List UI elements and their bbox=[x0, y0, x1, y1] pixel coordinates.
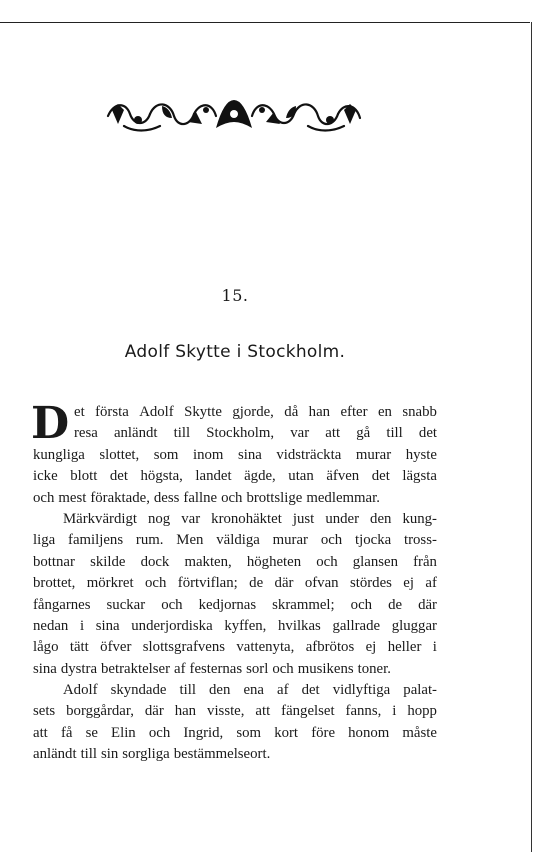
word: det bbox=[418, 425, 437, 442]
word: ägde, bbox=[244, 468, 276, 485]
word: kyffen, bbox=[224, 617, 267, 634]
word: afbrötos bbox=[305, 639, 355, 656]
word: han bbox=[308, 404, 331, 420]
word: mörkret bbox=[86, 575, 134, 592]
chapter-number: 15. bbox=[221, 286, 249, 305]
word: Men bbox=[176, 532, 204, 549]
page-top-edge bbox=[0, 22, 530, 23]
word: då bbox=[284, 404, 299, 420]
word: murar bbox=[355, 446, 392, 463]
word: kedjornas bbox=[198, 596, 257, 613]
word: där bbox=[418, 596, 437, 613]
word: brottslige bbox=[246, 489, 303, 506]
word: rum. bbox=[135, 532, 164, 549]
word: hvilkas bbox=[278, 617, 321, 634]
word: en bbox=[377, 404, 392, 420]
word: nedan bbox=[33, 617, 69, 634]
text-line bbox=[33, 552, 437, 573]
text-line bbox=[33, 744, 437, 765]
word: måste bbox=[402, 724, 437, 741]
word: tätt bbox=[69, 639, 89, 656]
word: att bbox=[255, 703, 271, 720]
word: dystra bbox=[60, 660, 98, 677]
word: Adolf bbox=[139, 404, 174, 420]
word: tross- bbox=[404, 532, 437, 549]
word: liga bbox=[33, 532, 56, 549]
word: fångarnes bbox=[33, 596, 91, 613]
word: resa bbox=[74, 425, 98, 442]
text-line bbox=[33, 573, 437, 594]
word: visste, bbox=[207, 703, 245, 720]
text-line bbox=[33, 616, 437, 637]
word: nog bbox=[148, 510, 171, 527]
word: familjens bbox=[68, 532, 124, 549]
word: anländt bbox=[113, 425, 158, 442]
text-line bbox=[33, 637, 437, 658]
text-line bbox=[33, 402, 437, 423]
word: och bbox=[144, 575, 167, 592]
word: från bbox=[413, 553, 437, 570]
word: i bbox=[392, 703, 397, 720]
decorative-vignette-ornament bbox=[104, 96, 364, 136]
word: borggårdar, bbox=[66, 703, 134, 720]
word: ofvan bbox=[304, 575, 339, 592]
word: inom bbox=[192, 446, 224, 463]
text-line bbox=[33, 701, 437, 722]
word: af bbox=[277, 682, 289, 699]
word: hopp bbox=[407, 703, 437, 720]
word: makten, bbox=[184, 553, 232, 570]
word: sina bbox=[237, 446, 262, 463]
word: snabb bbox=[402, 404, 437, 420]
word: murar bbox=[272, 532, 308, 549]
word: han bbox=[174, 703, 197, 720]
word: som bbox=[153, 446, 179, 463]
word: och bbox=[221, 489, 243, 506]
word: stördes bbox=[349, 575, 392, 592]
word: utan bbox=[288, 468, 314, 485]
word: i bbox=[432, 639, 437, 656]
word: bottnar bbox=[33, 553, 75, 570]
word: fängelset bbox=[281, 703, 335, 720]
word: som bbox=[236, 724, 262, 741]
word: föraktade, bbox=[90, 489, 150, 506]
word: till bbox=[386, 425, 403, 442]
word: äfven bbox=[326, 468, 360, 485]
word: och bbox=[161, 596, 183, 613]
word: af bbox=[174, 660, 186, 677]
word: af bbox=[425, 575, 437, 592]
word: och bbox=[316, 553, 338, 570]
word: det bbox=[301, 682, 320, 699]
word: gluggar bbox=[391, 617, 437, 634]
word: se bbox=[85, 724, 98, 741]
word: var bbox=[181, 510, 201, 527]
text-line bbox=[33, 680, 437, 701]
word: och bbox=[33, 489, 55, 506]
word: högheten bbox=[246, 553, 302, 570]
word: ej bbox=[403, 575, 414, 592]
word: lågo bbox=[33, 639, 59, 656]
word: den bbox=[209, 682, 231, 699]
text-line bbox=[33, 488, 437, 509]
word: den bbox=[370, 510, 392, 527]
word: blott bbox=[70, 468, 98, 485]
word: högsta, bbox=[140, 468, 183, 485]
word: vidlyftiga bbox=[332, 682, 391, 699]
word: skilde bbox=[90, 553, 126, 570]
word: sets bbox=[33, 703, 56, 720]
word: musikens bbox=[297, 660, 354, 677]
text-line bbox=[33, 659, 437, 680]
word: landet bbox=[195, 468, 232, 485]
word: vidsträckta bbox=[276, 446, 342, 463]
word: gå bbox=[356, 425, 371, 442]
word: de bbox=[249, 575, 264, 592]
word: lägsta bbox=[402, 468, 437, 485]
word: honom bbox=[348, 724, 390, 741]
word: Skytte bbox=[184, 404, 222, 420]
word: fallne bbox=[183, 489, 218, 506]
word: betraktelser bbox=[101, 660, 171, 677]
word: kronohäktet bbox=[211, 510, 282, 527]
word: palat- bbox=[403, 682, 437, 699]
word: anländt bbox=[33, 746, 77, 763]
word: ej bbox=[365, 639, 377, 656]
word: det bbox=[109, 468, 128, 485]
text-line bbox=[33, 445, 437, 466]
text-line bbox=[33, 466, 437, 487]
word: Stockholm, bbox=[206, 425, 275, 442]
word: et bbox=[74, 404, 85, 420]
word: sina bbox=[33, 660, 57, 677]
word: underjordiska bbox=[131, 617, 213, 634]
word: bestämmelseort. bbox=[173, 746, 271, 763]
word: där bbox=[274, 575, 294, 592]
word: sorgliga bbox=[122, 746, 170, 763]
word: efter bbox=[340, 404, 368, 420]
word: mest bbox=[58, 489, 87, 506]
word: Ingrid, bbox=[183, 724, 224, 741]
word: Adolf bbox=[63, 682, 98, 699]
word: kung- bbox=[402, 510, 437, 527]
word: dock bbox=[140, 553, 170, 570]
drop-cap-initial: D bbox=[31, 398, 70, 449]
word: sina bbox=[95, 617, 120, 634]
word: få bbox=[60, 724, 73, 741]
word: att bbox=[33, 724, 48, 741]
word: första bbox=[95, 404, 129, 420]
word: Märkvärdigt bbox=[63, 510, 137, 527]
text-line bbox=[33, 723, 437, 744]
word: under bbox=[325, 510, 360, 527]
word: sorl bbox=[246, 660, 269, 677]
word: festernas bbox=[189, 660, 243, 677]
word: öfver bbox=[100, 639, 132, 656]
word: till bbox=[179, 682, 196, 699]
word: glansen bbox=[352, 553, 398, 570]
word: i bbox=[80, 617, 85, 634]
word: heller bbox=[387, 639, 422, 656]
word: väldiga bbox=[216, 532, 260, 549]
word: ena bbox=[243, 682, 264, 699]
word: gallrade bbox=[332, 617, 381, 634]
word: slottet, bbox=[99, 446, 140, 463]
word: icke bbox=[33, 468, 58, 485]
word: och bbox=[320, 532, 343, 549]
word: till bbox=[80, 746, 98, 763]
word: brottet, bbox=[33, 575, 76, 592]
word: suckar bbox=[106, 596, 146, 613]
word: dess bbox=[153, 489, 180, 506]
word: till bbox=[173, 425, 191, 442]
chapter-title: Adolf Skytte i Stockholm. bbox=[124, 342, 346, 362]
word: medlemmar. bbox=[306, 489, 380, 506]
word: före bbox=[311, 724, 336, 741]
word: tjocka bbox=[355, 532, 392, 549]
word: kungliga bbox=[33, 446, 85, 463]
word: slottsgrafvens bbox=[142, 639, 225, 656]
word: skyndade bbox=[110, 682, 167, 699]
page-right-edge bbox=[531, 22, 532, 852]
word: och bbox=[272, 660, 294, 677]
chapter-body-text bbox=[31, 398, 437, 766]
word: där bbox=[144, 703, 164, 720]
word: skrammel; bbox=[272, 596, 335, 613]
word: och bbox=[148, 724, 171, 741]
word: det bbox=[371, 468, 390, 485]
word: vattenyta, bbox=[236, 639, 295, 656]
text-line bbox=[33, 423, 437, 444]
word: fanns, bbox=[345, 703, 382, 720]
word: att bbox=[325, 425, 341, 442]
text-line bbox=[33, 595, 437, 616]
word: Elin bbox=[111, 724, 136, 741]
word: sin bbox=[101, 746, 119, 763]
text-line bbox=[33, 530, 437, 551]
word: hyste bbox=[405, 446, 437, 463]
word: kort bbox=[274, 724, 299, 741]
word: de bbox=[388, 596, 403, 613]
word: förtviflan; bbox=[177, 575, 238, 592]
word: var bbox=[290, 425, 310, 442]
word: just bbox=[292, 510, 315, 527]
text-line bbox=[33, 509, 437, 530]
word: gjorde, bbox=[232, 404, 274, 420]
word: och bbox=[350, 596, 373, 613]
word: toner. bbox=[357, 660, 391, 677]
